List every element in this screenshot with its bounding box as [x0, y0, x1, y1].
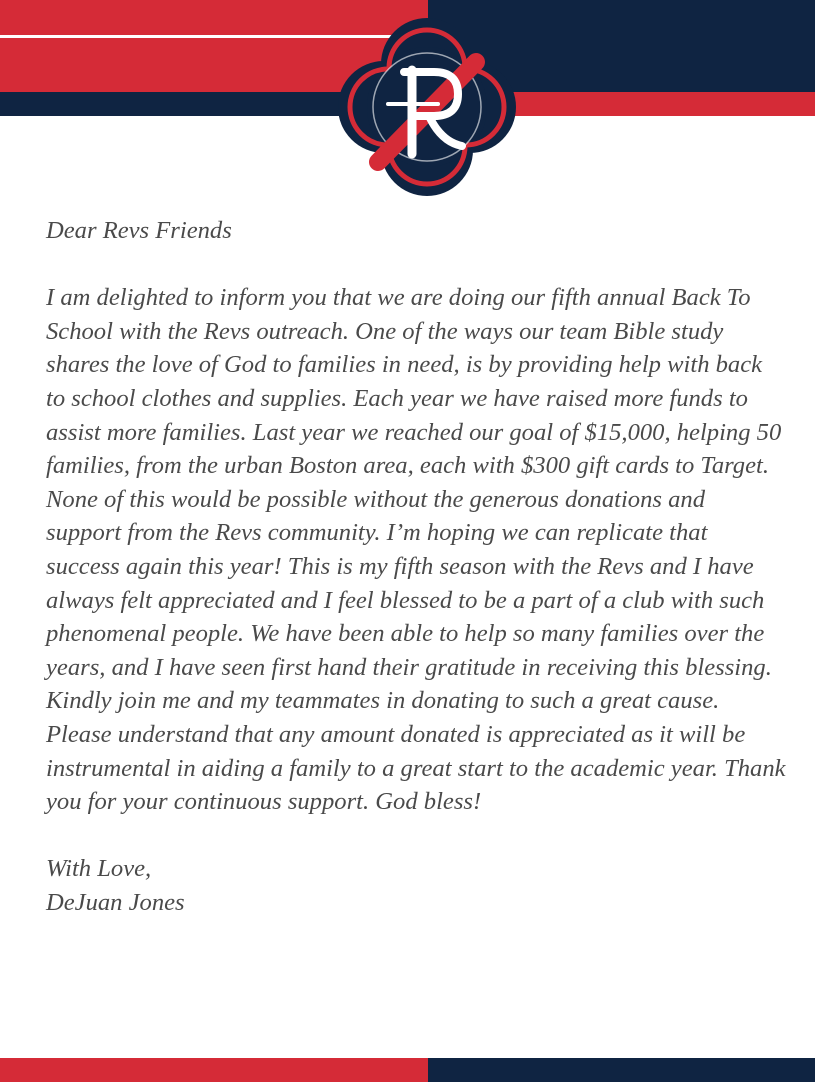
footer-navy-right	[428, 1058, 815, 1082]
letter-greeting: Dear Revs Friends	[46, 217, 232, 244]
letter-content	[46, 214, 786, 919]
letter-signature: DeJuan Jones	[46, 888, 185, 916]
footer-red-left	[0, 1058, 428, 1082]
letter-closing: With Love,	[46, 855, 152, 883]
revolution-crest-logo	[334, 14, 520, 200]
letter-body: I am delighted to inform you that we are doing our fifth annual Back To School with the Revs outreach. One of the ways our team Bible study shares the love of God to families in need, is by providing help with back to school clothes and supplies. Each year we have raised more funds to assist more families. Last year we reached our goal of $15,000, helping 50 families, from the urban Boston area, each with $300 gift cards to Target. None of this would be possible without the generous donations and support from the Revs community. I’m hoping we can replicate that success again this year! This is my fifth season with the Revs and I have always felt appreciated and I feel blessed to be a part of a club with such phenomenal people. We have been able to help so many families over the years, and I have seen first hand their gratitude in receiving this blessing. Kindly join me and my teammates in donating to such a great cause. Please understand that any amount donated is appreciated as it will be instrumental in aiding a family to a great start to the academic year. Thank you for your continuous support. God bless!	[46, 284, 786, 816]
footer-stripes	[0, 1058, 815, 1082]
